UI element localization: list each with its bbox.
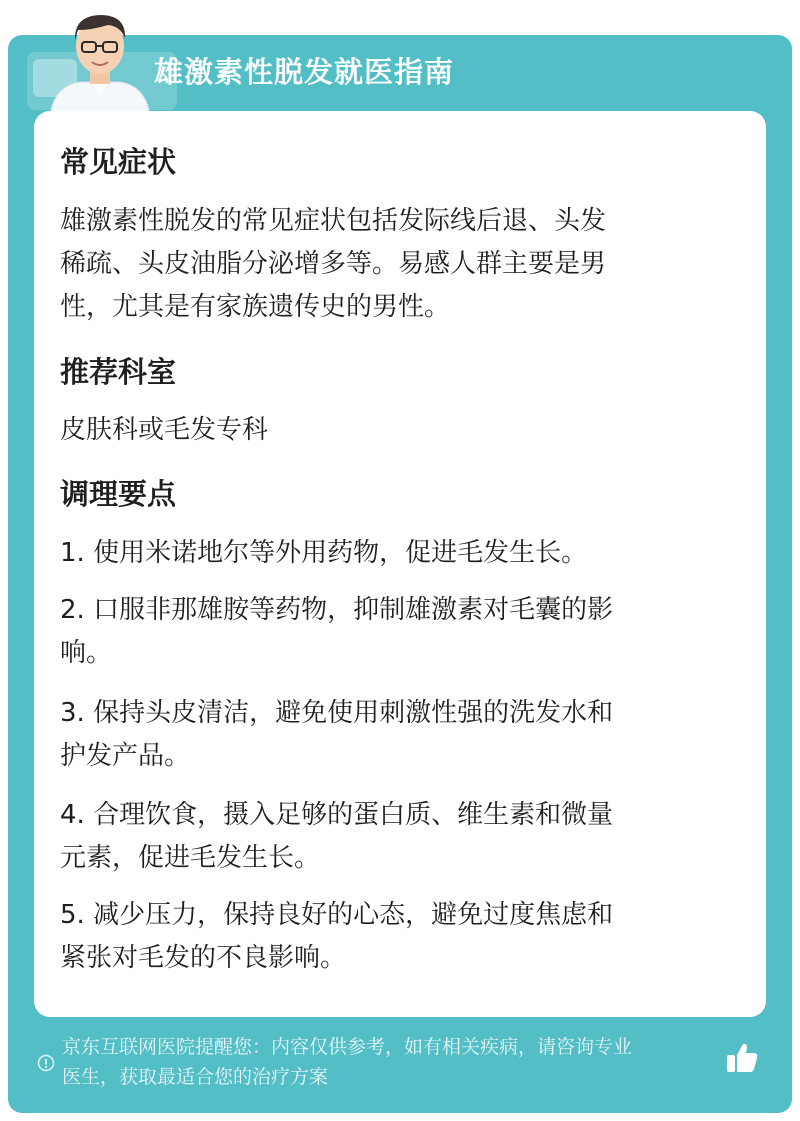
disclaimer xyxy=(62,1032,726,1092)
section-heading-symptoms: 常见症状 xyxy=(60,145,177,179)
care-item: 2. 口服非那雄胺等药物，抑制雄激素对毛囊的影 xyxy=(60,595,614,625)
department-text: 皮肤科或毛发专科 xyxy=(60,415,269,445)
info-icon xyxy=(37,1054,55,1072)
symptoms-line: 雄激素性脱发的常见症状包括发际线后退、头发 xyxy=(60,206,607,236)
disclaimer-line: 医生，获取最适合您的治疗方案 xyxy=(62,1066,329,1088)
care-item-continued: 响。 xyxy=(60,638,113,668)
thumbs-up-icon[interactable] xyxy=(724,1040,760,1076)
page-title: 雄激素性脱发就医指南 xyxy=(154,55,455,89)
care-item-continued: 元素，促进毛发生长。 xyxy=(60,843,321,873)
doctor-avatar xyxy=(40,6,160,116)
care-item: 5. 减少压力，保持良好的心态，避免过度焦虑和 xyxy=(60,900,614,930)
care-item: 4. 合理饮食，摄入足够的蛋白质、维生素和微量 xyxy=(60,800,614,830)
section-heading-care: 调理要点 xyxy=(60,477,177,511)
symptoms-line: 稀疏、头皮油脂分泌增多等。易感人群主要是男 xyxy=(60,249,607,279)
disclaimer-line: 京东互联网医院提醒您：内容仅供参考，如有相关疾病，请咨询专业 xyxy=(62,1036,633,1058)
care-item-continued: 紧张对毛发的不良影响。 xyxy=(60,943,347,973)
section-heading-department: 推荐科室 xyxy=(60,355,177,389)
care-item: 1. 使用米诺地尔等外用药物，促进毛发生长。 xyxy=(60,538,588,568)
care-item-continued: 护发产品。 xyxy=(60,741,191,771)
symptoms-line: 性，尤其是有家族遗传史的男性。 xyxy=(60,292,451,322)
care-item: 3. 保持头皮清洁，避免使用刺激性强的洗发水和 xyxy=(60,698,614,728)
